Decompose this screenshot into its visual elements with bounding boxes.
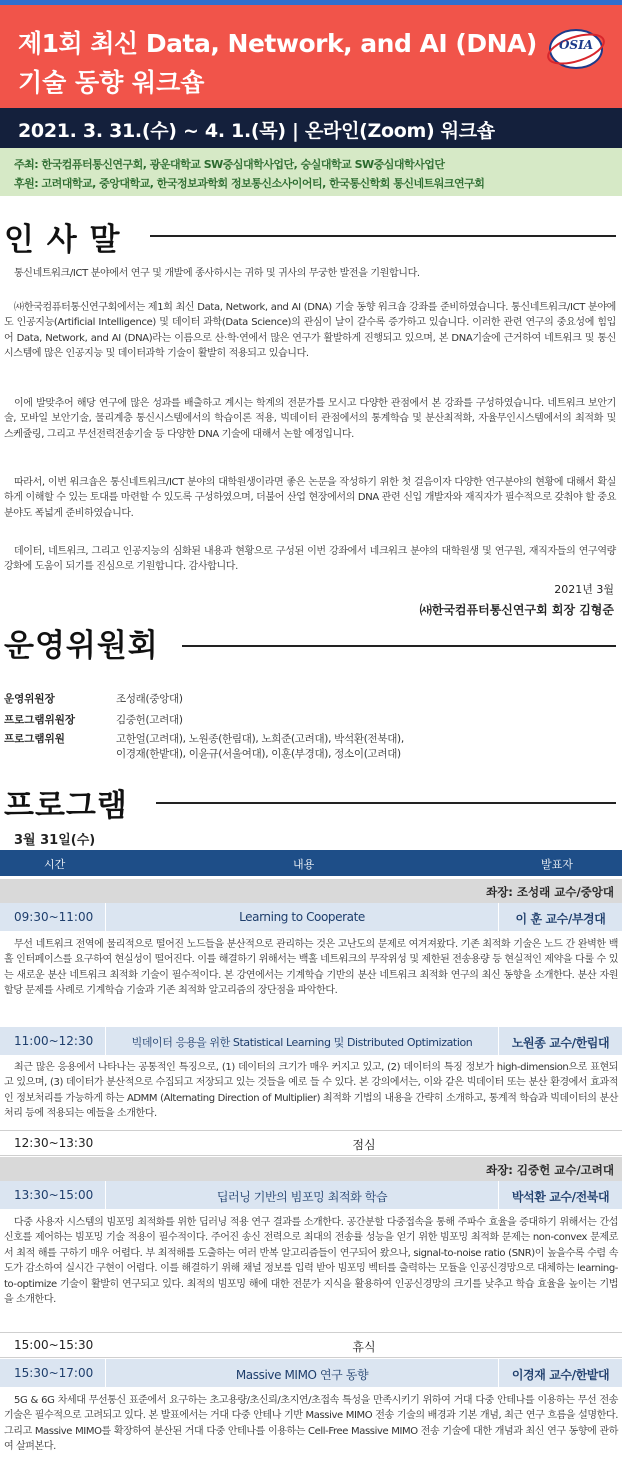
logo-text: OSIA — [558, 38, 594, 52]
session-abstract: 다중 사용자 시스템의 빔포밍 최적화를 위한 딥러닝 적용 연구 결과를 소개한다. 공간분할 다중접속을 통해 주파수 효율을 증대하기 위해서는 간섭 신호를 제어하는 빔포밍 기술 적용이 필수적이다. 주어진 송신 전력으로 최대의 전송률 성능을 얻기 위한 빔포밍 최적화 문제는 non-convex 문제로서 최적 해를 구하기 매우 어렵다. 부 최적해를 도출하는 여러 반복 알고리즘들이 연구되어 왔으나, signal-to-noise ratio (SNR)이 높을수록 수렴 속도가 감소하여 실시간 구현이 어렵다. 이를 해결하기 위해 채널 정보를 입력 받아 빔포밍 벡터를 출력하는 모듈을 인공신경망으로 대체하는 learning-to-optimize 기술이 활발히 연구되고 있다. 최적의 빔포밍 해에 대한 전문가 지식을 활용하여 인공신경망의 크기를 낮추고 학습 효율을 높이는 기법을 소개한다. — [4, 1217, 618, 1306]
workshop-title-line2: 기술 동향 워크숍 — [18, 68, 205, 97]
session-time: 13:30~15:00 — [14, 1188, 94, 1202]
program-divider — [156, 802, 616, 804]
greeting-paragraph-2: ㈔한국컴퓨터통신연구회에서는 제1회 최신 Data, Network, and AI (DNA) 기술 동향 워크숍 강좌를 준비하였습니다. 통신네트워크/ICT 분야에도 인공지능(Artificial Intelligence) 및 데이터 과학(Data Science)의 관심이 날이 갈수록 증가하고 있습니다. 이러한 관련 연구의 중요성에 힘입어 Data, Network, and AI (DNA)라는 이름으로 산·학·연에서 많은 연구가 활발하게 진행되고 있으며, 본 DNA기술에 근거하여 네트워크 및 통신시스템에 많은 인공지능 및 데이터과학 기술이 활발히 적용되고 있습니다. — [4, 302, 616, 360]
session-time: 11:00~12:30 — [14, 1034, 94, 1048]
greeting-paragraph-3: 이에 발맞추어 해당 연구에 많은 성과를 배출하고 계시는 학계의 전문가를 모시고 다양한 관점에서 본 강좌를 구성하였습니다. 네트워크 보안기술, 모바일 보안기술, 물리계층 통신시스템에서의 학습이론 적용, 빅데이터 관점에서의 통계학습 및 분산최적화, 자율무인시스템에서의 최적화 및 스케쥴링, 그리고 무선전력전송기술 등 다양한 DNA 기술에 대해서 논할 예정입니다. — [4, 398, 616, 440]
committee-role: 프로그램위원장 — [4, 714, 76, 726]
greeting-divider — [150, 235, 616, 237]
sponsor-organizers: 후원: 고려대학교, 중앙대학교, 한국정보과학회 정보통신소사이어티, 한국통신학회 통신네트워크연구회 — [14, 177, 485, 190]
osia-logo — [546, 26, 606, 72]
committee-heading: 운영위원회 — [4, 628, 159, 664]
committee-names: 고한얼(고려대), 노원종(한림대), 노희준(고려대), 박석환(전북대), — [116, 733, 404, 745]
session-abstract: 최근 많은 응용에서 나타나는 공통적인 특징으로, (1) 데이터의 크기가 매우 커지고 있고, (2) 데이터의 특징 정보가 high-dimension으로 표현되고 있으며, (3) 데이터가 분산적으로 수집되고 저장되고 있는 것들을 예로 들 수 있다. 본 강의에서는, 이와 같은 빅데이터 또는 분산 환경에서 효과적인 정보처리를 가능하게 하는 ADMM (Alternating Direction of Multiplier) 최적화 기법의 내용을 간략히 소개하고, 통계적 학습과 빅데이터의 분산 처리 등에 적용되는 예들을 소개한다. — [4, 1062, 618, 1120]
session-title: Learning to Cooperate — [239, 910, 365, 924]
session-abstract: 무선 네트워크 전역에 물리적으로 떨어진 노드들을 분산적으로 관리하는 것은 고난도의 문제로 여겨져왔다. 기존 최적화 기술은 노드 간 완벽한 백홀 인터페이스를 요구하여 현실성이 떨어진다. 이를 해결하기 위해서는 백홀 네트워크의 무작위성 및 제한된 전송용량 등 현실적인 제약을 다룰 수 있는 새로운 분산 네트워크 최적화 기술이 필수적이다. 본 강연에서는 기계학습 기반의 분산 네트워크 최적화 연구의 최신 동향을 소개한다. 분산 자원 할당 문제를 사례로 기계학습 기술과 기존 최적화 알고리즘의 장단점을 파악한다. — [4, 939, 618, 997]
greeting-paragraph-4: 따라서, 이번 워크숍은 통신네트워크/ICT 분야의 대학원생이라면 좋은 논문을 작성하기 위한 첫 걸음이자 다양한 연구분야의 현황에 대해서 확실하게 이해할 수 있는 토대를 마련할 수 있도록 구성하였으며, 더불어 산업 현장에서의 DNA 관련 신입 개발자와 재직자가 필수적으로 갖춰야 할 중요 분야도 폭넓게 준비하였습니다. — [4, 477, 616, 519]
greeting-paragraph-5: 데이터, 네트워크, 그리고 인공지능의 심화된 내용과 현황으로 구성된 이번 강좌에서 네크워크 분야의 대학원생 및 연구원, 재직자들의 연구역량 강화에 도움이 되기를 진심으로 기원합니다. 감사합니다. — [4, 546, 616, 573]
session-speaker: 노원종 교수/한림대 — [511, 1036, 610, 1050]
break-label: 휴식 — [352, 1340, 376, 1354]
greeting-date: 2021년 3월 — [554, 583, 614, 596]
session-speaker: 이 훈 교수/부경대 — [515, 912, 606, 926]
committee-names: 조성래(중앙대) — [116, 693, 183, 705]
session-title: 빅데이터 응용을 위한 Statistical Learning 및 Distributed Optimization — [131, 1036, 473, 1049]
session-chair: 좌장: 조성래 교수/중앙대 — [486, 885, 614, 899]
committee-role: 운영위원장 — [4, 693, 55, 705]
committee-names: 김중헌(고려대) — [116, 714, 183, 726]
session-time: 15:30~17:00 — [14, 1366, 94, 1380]
host-organizers: 주최: 한국컴퓨터통신연구회, 광운대학교 SW중심대학사업단, 숭실대학교 SW중심대학사업단 — [14, 158, 445, 171]
greeting-paragraph-1: 통신네트워크/ICT 분야에서 연구 및 개발에 종사하시는 귀하 및 귀사의 무궁한 발전을 기원합니다. — [14, 268, 420, 279]
greeting-signature: ㈔한국컴퓨터통신연구회 회장 김형준 — [419, 603, 614, 617]
program-day: 3월 31일(수) — [14, 833, 96, 848]
column-content: 내용 — [293, 858, 315, 871]
session-abstract: 5G & 6G 차세대 무선통신 표준에서 요구하는 초고용량/초신뢰/초지연/초접속 특성을 만족시키기 위하여 거대 다중 안테나를 이용하는 무선 전송 기술은 필수적으로 고려되고 있다. 본 발표에서는 거대 다중 안테나 기반 Massive MIMO 전송 기술의 배경과 기본 개념, 최근 연구 흐름을 설명한다. 그리고 Massive MIMO를 확장하여 분산된 거대 다중 안테나를 이용하는 Cell-Free Massive MIMO 전송 기술에 대한 개념과 최신 연구 동향에 관하여 살펴본다. — [4, 1395, 618, 1453]
break-label: 점심 — [352, 1138, 376, 1152]
column-time: 시간 — [44, 858, 66, 871]
workshop-date: 2021. 3. 31.(수) ~ 4. 1.(목) | 온라인(Zoom) 워크숍 — [18, 120, 495, 142]
committee-role: 프로그램위원 — [4, 733, 65, 745]
session-title: Massive MIMO 연구 동향 — [235, 1368, 369, 1382]
session-speaker: 이경재 교수/한밭대 — [511, 1368, 610, 1382]
session-title: 딥러닝 기반의 빔포밍 최적화 학습 — [216, 1190, 388, 1204]
committee-names-cont: 이경재(한밭대), 이윤규(서울여대), 이훈(부경대), 정소이(고려대) — [116, 748, 401, 760]
column-speaker: 발표자 — [541, 858, 573, 871]
break-time: 12:30~13:30 — [14, 1136, 94, 1150]
break-time: 15:00~15:30 — [14, 1338, 94, 1352]
session-time: 09:30~11:00 — [14, 910, 94, 924]
committee-divider — [182, 645, 616, 647]
greeting-heading: 인 사 말 — [4, 222, 121, 258]
session-chair: 좌장: 김중헌 교수/고려대 — [486, 1163, 614, 1177]
workshop-title-line1: 제1회 최신 Data, Network, and AI (DNA) — [18, 29, 537, 58]
session-speaker: 박석환 교수/전북대 — [511, 1190, 610, 1204]
program-heading: 프로그램 — [4, 788, 128, 824]
